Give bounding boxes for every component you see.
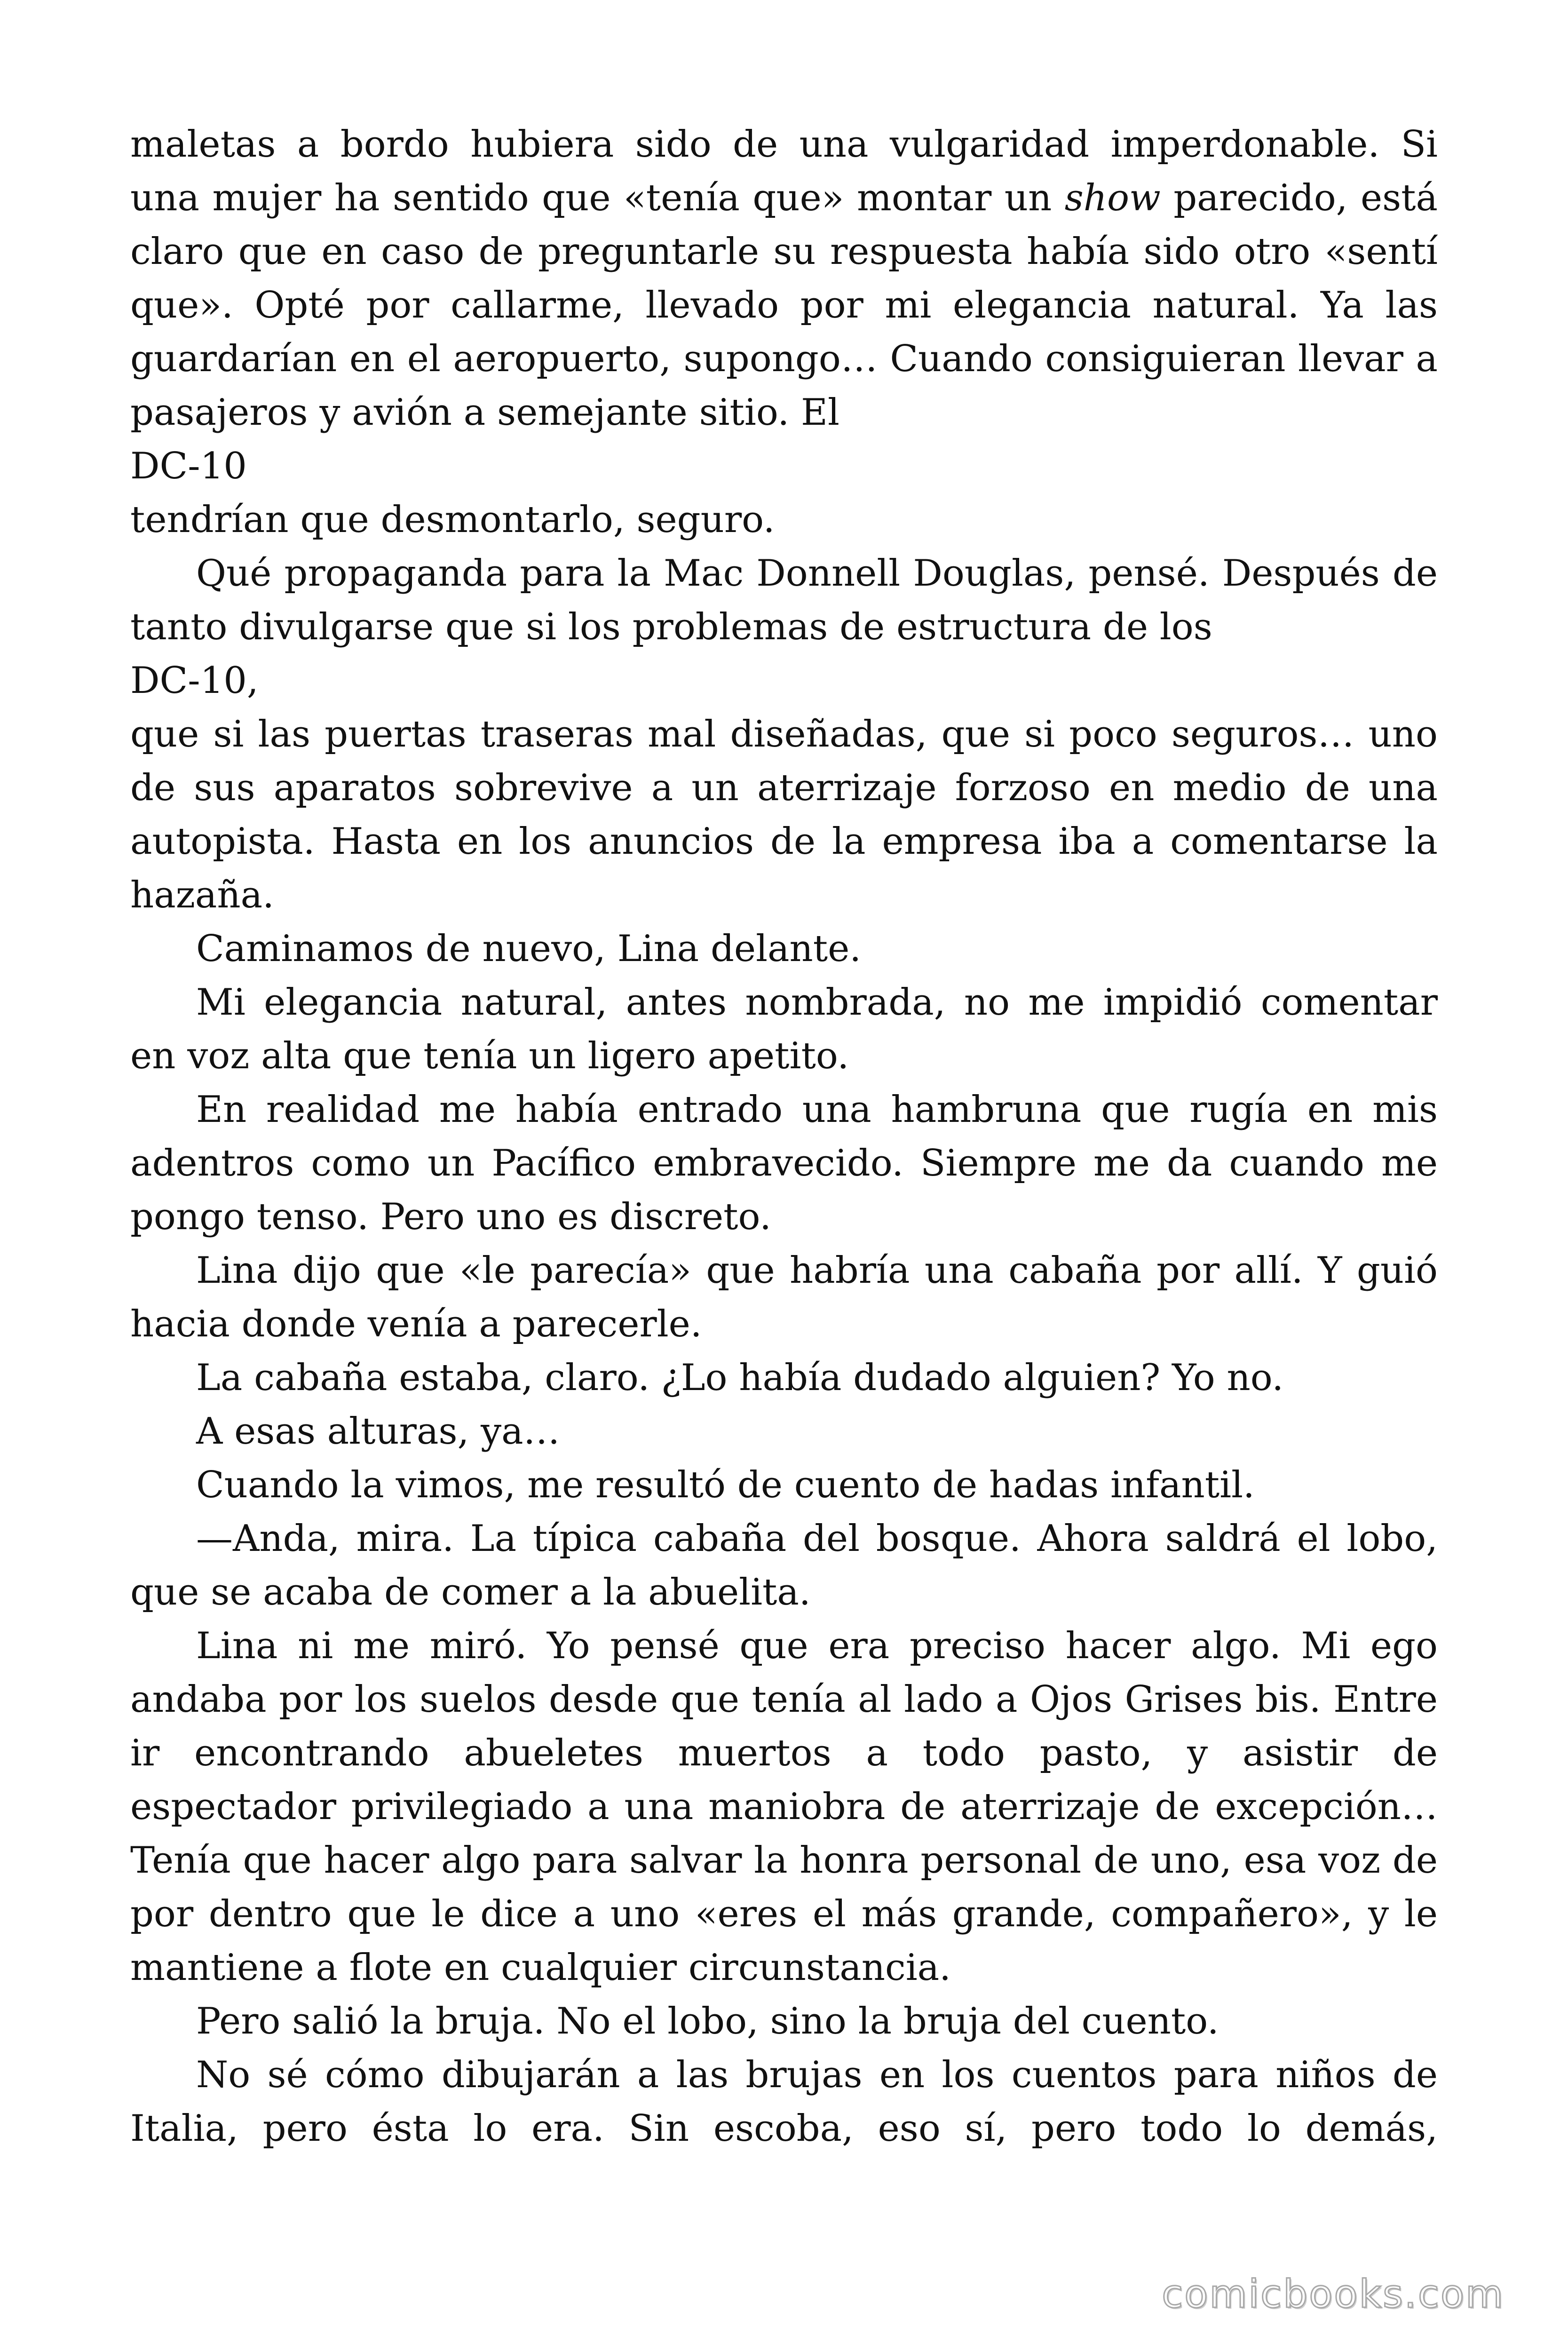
paragraph-9: Cuando la vimos, me resultó de cuento de hadas infantil. xyxy=(196,1464,1255,1506)
paragraph-2-continued: que si las puertas traseras mal diseñadas, que si poco seguros… uno de sus aparatos sobrevive a un aterrizaje forzoso en medio de una autopista. Hasta en los anuncios de la empresa iba a comentarse la hazaña. xyxy=(130,713,1438,916)
paragraph-3: Caminamos de nuevo, Lina delante. xyxy=(196,928,862,970)
paragraph-1-text-b: parecido, está claro que en caso de preguntarle su respuesta había sido otro «sentí que». Opté por callarme, llevado por mi elegancia natural. Ya las guardarían en el aeropuerto, supongo… Cuando consiguieran llevar a pasajeros y avión a semejante sitio. El xyxy=(130,177,1438,434)
paragraph-1 xyxy=(130,171,1438,439)
paragraph-11: Lina ni me miró. Yo pensé que era preciso hacer algo. Mi ego andaba por los suelos desde que tenía al lado a Ojos Grises bis. Entre ir encontrando abueletes muertos a todo pasto, y asistir de espectador privilegiado a una maniobra de aterrizaje de excepción… Tenía que hacer algo para salvar la honra personal de uno, esa voz de por dentro que le dice a uno «eres el más grande, compañero», y le mantiene a flote en cualquier circunstancia. xyxy=(130,1625,1438,1989)
paragraph-6: Lina dijo que «le parecía» que habría una cabaña por allí. Y guió hacia donde venía a parecerle. xyxy=(130,1249,1438,1345)
paragraph-8: A esas alturas, ya… xyxy=(196,1410,560,1453)
book-page xyxy=(130,118,1438,2155)
paragraph-4: Mi elegancia natural, antes nombrada, no me impidió comentar en voz alta que tenía un ligero apetito. xyxy=(130,981,1438,1077)
paragraph-1-dc10: DC-10 xyxy=(130,445,247,487)
italic-word-show: show xyxy=(1064,177,1161,219)
paragraph-1-text-a: una mujer ha sentido que «tenía que» montar un xyxy=(130,177,1065,219)
paragraph-2: Qué propaganda para la Mac Donnell Douglas, pensé. Después de tanto divulgarse que si los problemas de estructura de los xyxy=(130,552,1438,648)
paragraph-7: La cabaña estaba, claro. ¿Lo había dudado alguien? Yo no. xyxy=(196,1357,1284,1399)
paragraph-13: No sé cómo dibujarán a las brujas en los cuentos para niños de Italia, pero ésta lo era. Sin escoba, eso sí, pero todo lo demás, xyxy=(130,2054,1438,2150)
paragraph-5: En realidad me había entrado una hambruna que rugía en mis adentros como un Pacífico embravecido. Siempre me da cuando me pongo tenso. Pero uno es discreto. xyxy=(130,1089,1438,1238)
paragraph-10: —Anda, mira. La típica cabaña del bosque. Ahora saldrá el lobo, que se acaba de comer a la abuelita. xyxy=(130,1518,1438,1613)
paragraph-1-first-line: maletas a bordo hubiera sido de una vulgaridad imperdonable. Si xyxy=(130,123,1438,166)
paragraph-2-dc10: DC-10, xyxy=(130,660,259,702)
paragraph-12: Pero salió la bruja. No el lobo, sino la bruja del cuento. xyxy=(196,2000,1219,2042)
watermark-text: comicbooks.com xyxy=(1162,2272,1505,2317)
paragraph-1-end: tendrían que desmontarlo, seguro. xyxy=(130,499,775,541)
